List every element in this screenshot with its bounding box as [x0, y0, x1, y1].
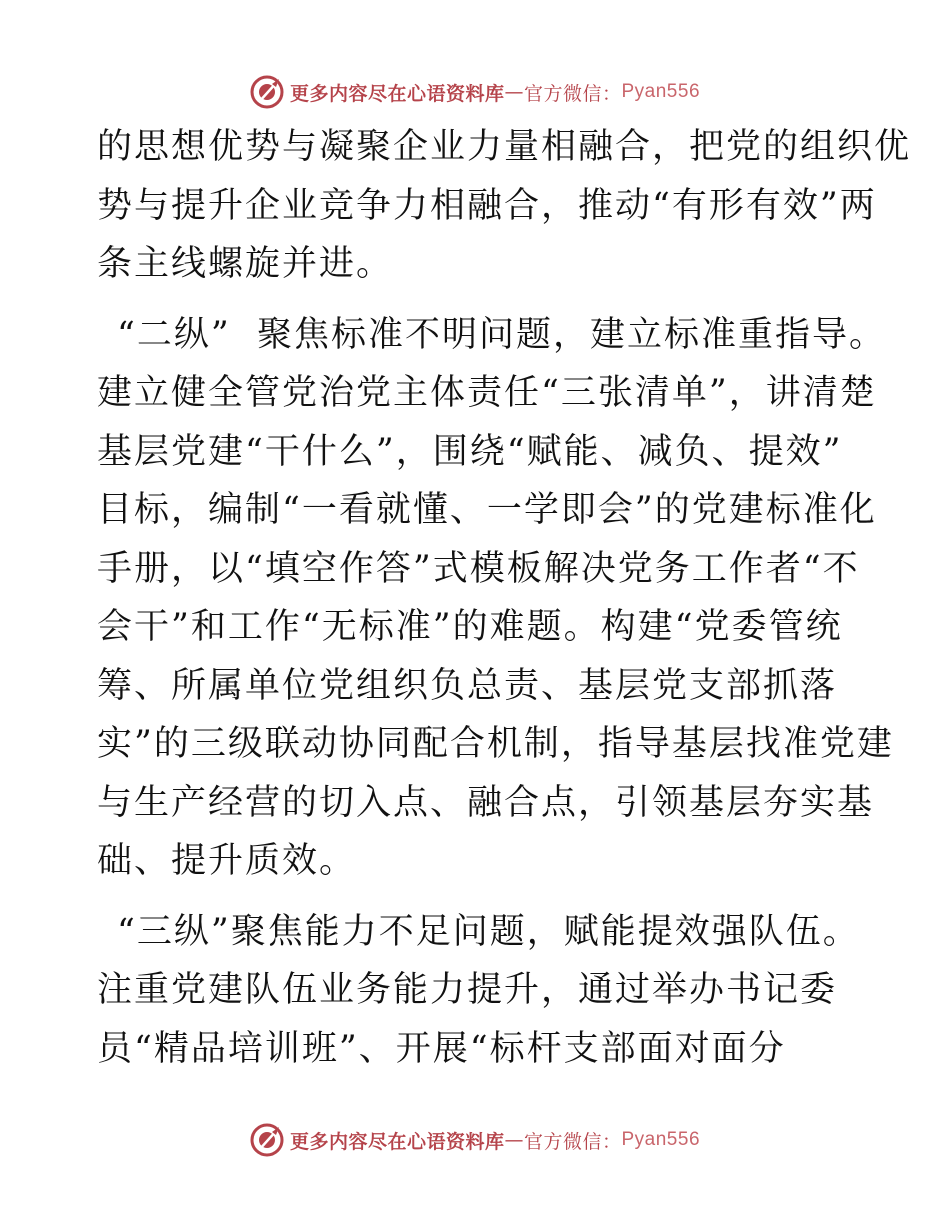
watermark-dash: —	[504, 81, 524, 103]
quill-logo-icon	[250, 75, 284, 109]
watermark-wechat-label: 官方微信：	[523, 1130, 622, 1153]
text-line: 势与提升企业竞争力相融合，推动“有形有效”两	[97, 185, 877, 226]
text-line: 会干”和工作“无标准”的难题。构建“党委管统	[97, 607, 843, 647]
watermark-wechat-id: Pyan556	[621, 1129, 701, 1150]
text-line: 基层党建“干什么”，围绕“赋能、减负、提效”	[97, 431, 843, 472]
watermark-dash: —	[504, 1129, 524, 1151]
text-line: “三纵”聚焦能力不足问题，赋能提效强队伍。	[117, 911, 860, 952]
header-watermark	[0, 72, 950, 112]
watermark-site-name: 更多内容尽在心语资料库	[289, 82, 505, 105]
document-body	[97, 118, 912, 1078]
paragraph-2	[97, 306, 894, 891]
text-line: 建立健全管党治党主体责任“三张清单”，讲清楚	[97, 373, 877, 413]
text-line: “二纵” 聚焦标准不明问题，建立标准重指导。	[117, 314, 887, 355]
text-line: 注重党建队伍业务能力提升，通过举办书记委	[97, 970, 838, 1010]
text-line: 目标，编制“一看就懂、一学即会”的党建标准化	[97, 490, 877, 530]
quill-logo-icon	[250, 1123, 284, 1157]
text-line: 筹、所属单位党组织负总责、基层党支部抓落	[97, 665, 838, 706]
footer-watermark	[0, 1120, 950, 1160]
text-line: 础、提升质效。	[97, 841, 357, 881]
paragraph-1	[97, 118, 912, 294]
paragraph-3	[97, 903, 860, 1079]
watermark-wechat-id: Pyan556	[621, 81, 701, 102]
text-line: 员“精品培训班”、开展“标杆支部面对面分	[97, 1028, 786, 1069]
text-line: 的思想优势与凝聚企业力量相融合，把党的组织优	[97, 127, 912, 167]
text-line: 条主线螺旋并进。	[97, 244, 394, 284]
text-line: 手册，以“填空作答”式模板解决党务工作者“不	[97, 548, 860, 589]
watermark-wechat-label: 官方微信：	[523, 82, 622, 105]
text-line: 与生产经营的切入点、融合点，引领基层夯实基	[97, 782, 875, 823]
text-line: 实”的三级联动协同配合机制，指导基层找准党建	[97, 724, 894, 764]
watermark-site-name: 更多内容尽在心语资料库	[289, 1130, 505, 1153]
